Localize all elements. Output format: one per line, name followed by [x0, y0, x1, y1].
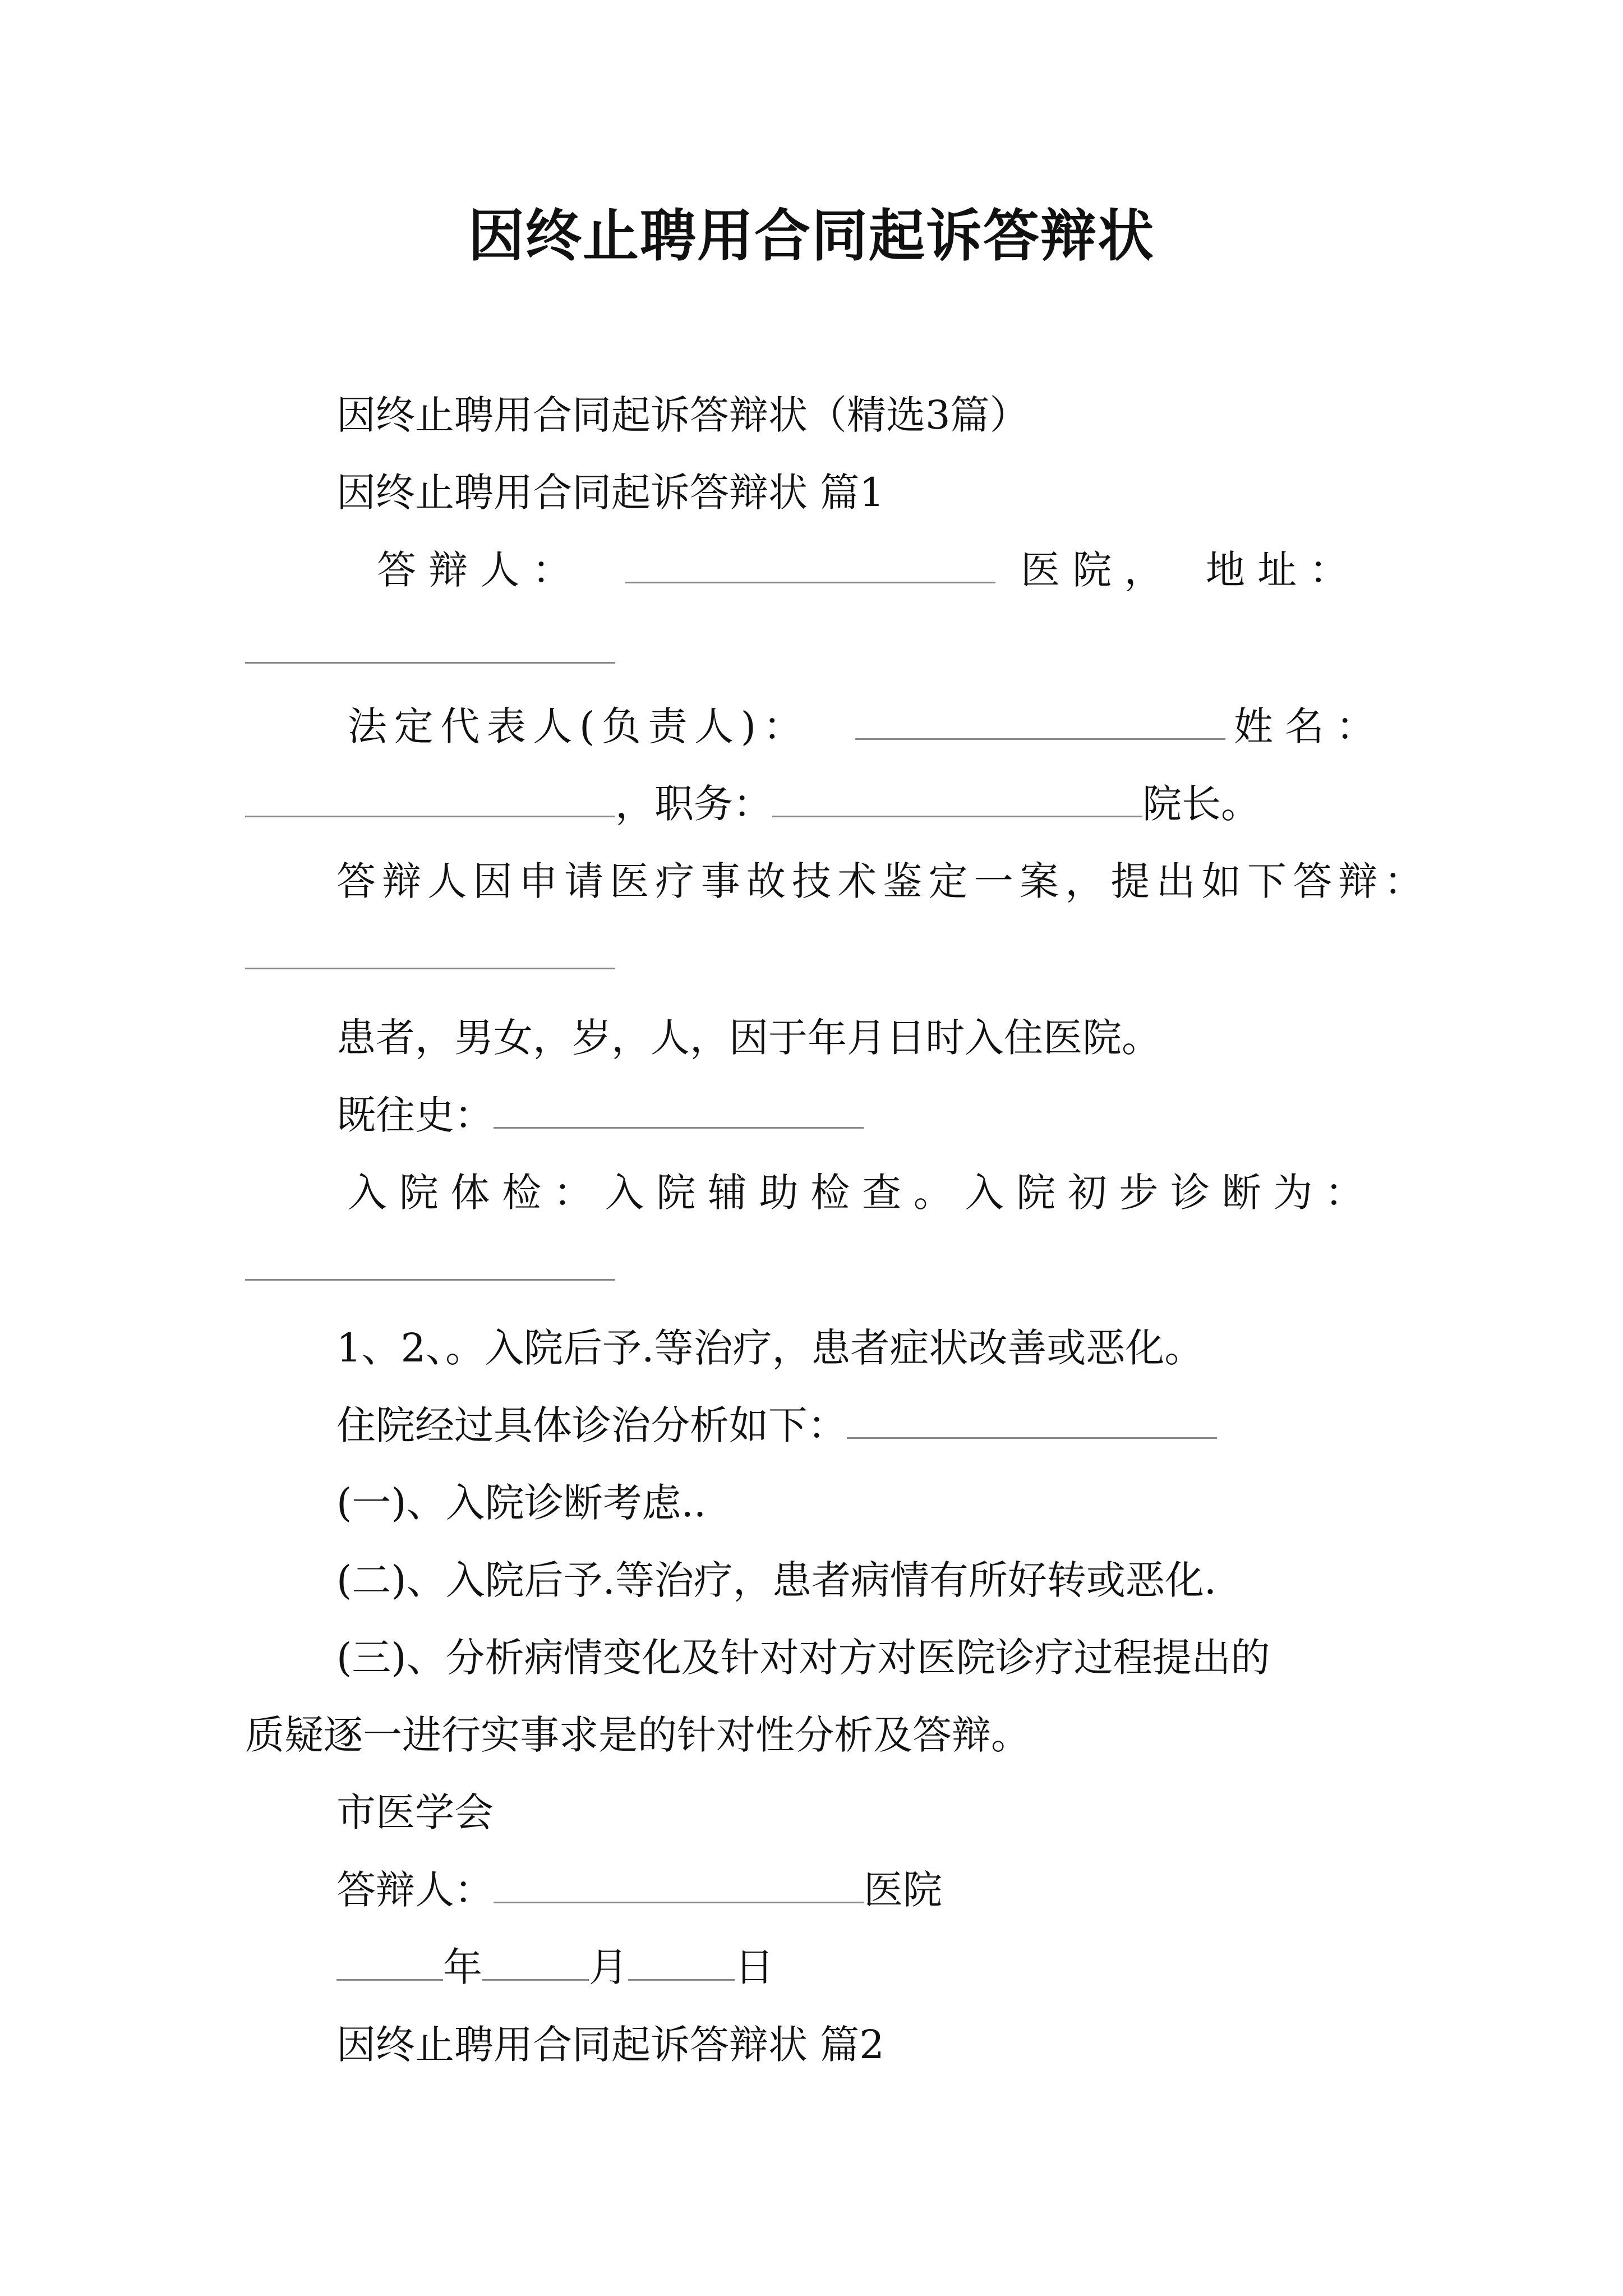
month-blank: [482, 1942, 589, 1981]
respondent-hospital-label: 医 院 ，: [1021, 547, 1164, 593]
date-line: [336, 1939, 774, 1995]
history-blank: [494, 1090, 864, 1129]
analysis-blank: [847, 1400, 1217, 1439]
day-blank: [628, 1942, 735, 1981]
intro-blank: [245, 968, 615, 969]
history-label: 既往史：: [336, 1092, 494, 1138]
address-blank: [245, 662, 615, 664]
name-label: 姓名：: [1234, 703, 1387, 749]
dean-label: 院长。: [1142, 781, 1260, 827]
section-heading-1: 因终止聘用合同起诉答辩状 篇1: [336, 470, 884, 516]
history-line: [336, 1087, 864, 1143]
legal-rep-label: 法定代表人(负责人)：: [348, 703, 810, 749]
legal-rep-blank: [855, 698, 1225, 754]
month-label: 月: [589, 1944, 628, 1990]
name-blank: [245, 779, 615, 818]
analysis-line: [336, 1397, 1217, 1453]
item-3-line-2: 质疑逐一进行实事求是的针对性分析及答辩。: [245, 1712, 1030, 1758]
item-1: (一)、入院诊断考虑..: [336, 1480, 707, 1526]
signature-hospital: 医院: [864, 1867, 942, 1913]
signature-line: [336, 1862, 942, 1918]
document-subtitle: 因终止聘用合同起诉答辩状（精选3篇）: [336, 392, 1029, 438]
item-3-line-1: (三)、分析病情变化及针对对方对医院诊疗过程提出的: [336, 1635, 1270, 1681]
item-2: (二)、入院后予.等治疗，患者病情有所好转或恶化.: [336, 1557, 1217, 1603]
position-blank: [772, 779, 1142, 818]
respondent-address-label: 地 址 ：: [1206, 547, 1349, 593]
recipient: 市医学会: [336, 1789, 494, 1835]
position-label: ，职务：: [615, 781, 772, 827]
analysis-label: 住院经过具体诊治分析如下：: [336, 1402, 847, 1448]
patient-paragraph: 患者，男女，岁，人，因于年月日时入住医院。: [336, 1015, 1161, 1061]
signature-blank: [494, 1865, 864, 1904]
signature-label: 答辩人：: [336, 1867, 494, 1913]
respondent-blank: [625, 542, 995, 598]
page-title: 因终止聘用合同起诉答辩状: [468, 203, 1155, 269]
intro-paragraph: 答辩人因申请医疗事故技术鉴定一案，提出如下答辩：: [336, 858, 1430, 904]
position-line: [245, 776, 1260, 832]
exam-paragraph: 入院体检：入院辅助检查。入院初步诊断为：: [348, 1170, 1376, 1216]
year-blank: [336, 1942, 443, 1981]
section-heading-2: 因终止聘用合同起诉答辩状 篇2: [336, 2022, 884, 2068]
treatment-paragraph: 1、2、。入院后予.等治疗，患者症状改善或恶化。: [336, 1325, 1204, 1371]
exam-blank: [245, 1279, 615, 1281]
respondent-label: 答 辩 人 ：: [377, 547, 571, 593]
day-label: 日: [735, 1944, 774, 1990]
year-label: 年: [443, 1944, 482, 1990]
